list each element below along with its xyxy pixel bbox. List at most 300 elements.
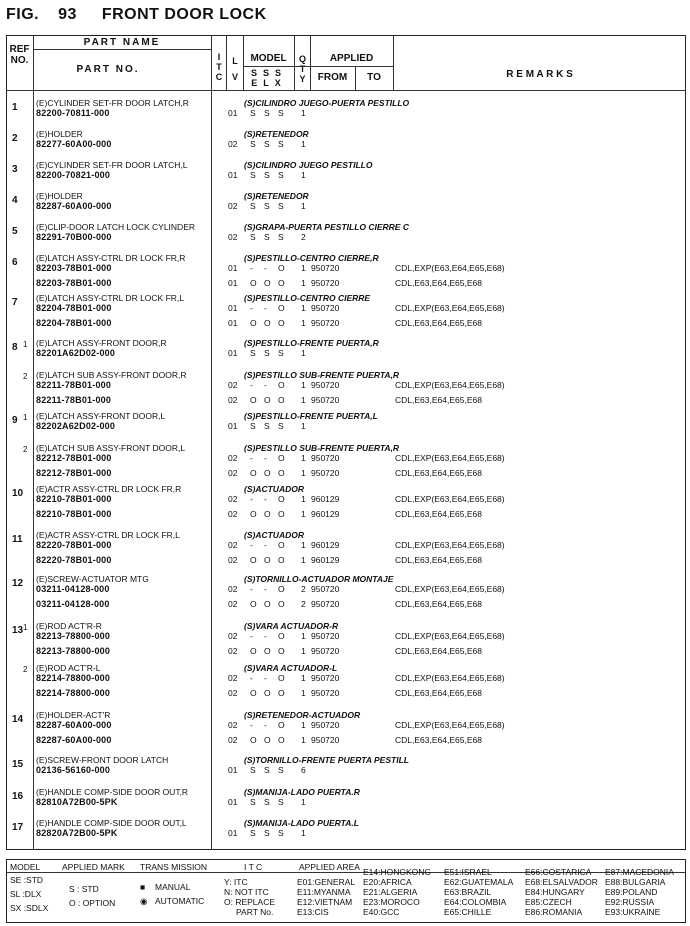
table-row	[6, 160, 686, 190]
model-sx: O	[278, 278, 285, 288]
remarks: CDL,EXP(E63,E64,E65,E68)	[395, 673, 505, 683]
applied-from: 950720	[311, 278, 340, 288]
applied-from: 950720	[311, 263, 340, 273]
applied-from: 960129	[311, 494, 340, 504]
legend-mark-option: O : OPTION	[69, 898, 116, 908]
part-number: 82203-78B01-000	[36, 278, 112, 288]
table-row	[6, 818, 686, 848]
part-name: (E)CLIP-DOOR LATCH LOCK CYLINDER	[36, 222, 196, 232]
part-name-spanish: (S)MANIJA-LADO PUERTA.R	[244, 787, 360, 797]
model-sl: -	[264, 631, 267, 641]
figure-label: FIG.	[6, 6, 40, 23]
applied-from: 950720	[311, 631, 340, 641]
model-sx: O	[278, 453, 285, 463]
model-sx: S	[278, 201, 284, 211]
quantity: 1	[301, 828, 306, 838]
part-name: (E)CYLINDER SET-FR DOOR LATCH,R	[36, 98, 189, 108]
level-value: 02	[228, 468, 238, 478]
legend-applied-mark-title: APPLIED MARK	[62, 862, 125, 872]
part-number: 82211-78B01-000	[36, 380, 112, 390]
col-ref-no: REF NO.	[9, 44, 30, 66]
model-se: O	[250, 735, 257, 745]
applied-from: 950720	[311, 395, 340, 405]
legend-itc-o: O: REPLACE	[224, 897, 276, 907]
legend-footer	[6, 859, 686, 923]
remarks: CDL,EXP(E63,E64,E65,E68)	[395, 303, 505, 313]
table-row	[6, 191, 686, 221]
table-row	[6, 621, 686, 656]
legend-area-item: E89:POLAND	[605, 887, 658, 897]
model-se: S	[250, 421, 256, 431]
legend-area-item: E21:ALGERIA	[363, 887, 418, 897]
quantity: 1	[301, 540, 306, 550]
model-se: -	[250, 494, 253, 504]
remarks: CDL,E63,E64,E65,E68	[395, 468, 482, 478]
part-number: 82204-78B01-000	[36, 303, 112, 313]
model-sl: -	[264, 453, 267, 463]
level-value: 01	[228, 797, 238, 807]
ref-number: 3	[12, 164, 18, 175]
ref-number: 5	[12, 226, 18, 237]
model-se: -	[250, 303, 253, 313]
model-sx: O	[278, 263, 285, 273]
part-number: 82220-78B01-000	[36, 540, 112, 550]
model-sl: O	[264, 599, 271, 609]
part-number: 82214-78800-000	[36, 688, 111, 698]
quantity: 1	[301, 278, 306, 288]
ref-number: 7	[12, 297, 18, 308]
legend-area-item: E93:UKRAINE	[605, 907, 661, 917]
model-sl: -	[264, 720, 267, 730]
part-name: (E)ACTR ASSY-CTRL DR LOCK FR,L	[36, 530, 180, 540]
remarks: CDL,EXP(E63,E64,E65,E68)	[395, 720, 505, 730]
quantity: 1	[301, 646, 306, 656]
part-name: (E)ROD ACT'R-L	[36, 663, 101, 673]
legend-trans-automatic: AUTOMATIC	[155, 896, 205, 906]
model-sx: O	[278, 303, 285, 313]
model-sl: S	[264, 828, 270, 838]
model-sl: O	[264, 509, 271, 519]
part-number: 82204-78B01-000	[36, 318, 112, 328]
level-value: 01	[228, 318, 238, 328]
model-se: S	[250, 797, 256, 807]
model-se: O	[250, 278, 257, 288]
quantity: 1	[301, 735, 306, 745]
quantity: 1	[301, 108, 306, 118]
level-value: 01	[228, 828, 238, 838]
part-name-spanish: (S)PESTILLO SUB-FRENTE PUERTA,R	[244, 370, 400, 380]
ref-sub-number: 1	[23, 623, 28, 632]
remarks: CDL,EXP(E63,E64,E65,E68)	[395, 631, 505, 641]
model-sx: S	[278, 797, 284, 807]
part-name-spanish: (S)GRAPA-PUERTA PESTILLO CIERRE C	[244, 222, 409, 232]
applied-from: 950720	[311, 468, 340, 478]
model-sl: -	[264, 380, 267, 390]
table-row	[6, 443, 686, 478]
legend-area-item: E40:GCC	[363, 907, 400, 917]
model-se: -	[250, 263, 253, 273]
model-sl: S	[264, 139, 270, 149]
level-value: 01	[228, 348, 238, 358]
ref-number: 4	[12, 195, 18, 206]
ref-number: 10	[12, 488, 24, 499]
legend-mark-std: S : STD	[69, 884, 99, 894]
remarks: CDL,EXP(E63,E64,E65,E68)	[395, 263, 505, 273]
level-value: 01	[228, 303, 238, 313]
part-name: (E)LATCH SUB ASSY-FRONT DOOR,L	[36, 443, 186, 453]
remarks: CDL,E63,E64,E65,E68	[395, 688, 482, 698]
part-name-spanish: (S)RETENEDOR-ACTUADOR	[244, 710, 361, 720]
part-name: (E)CYLINDER SET-FR DOOR LATCH,L	[36, 160, 188, 170]
legend-area-item: E64:COLOMBIA	[444, 897, 507, 907]
col-part-name: PART NAME	[83, 37, 161, 48]
part-name: (E)SCREW-ACTUATOR MTG	[36, 574, 149, 584]
model-sl: S	[264, 170, 270, 180]
model-sl: O	[264, 646, 271, 656]
part-name-spanish: (S)TORNILLO-ACTUADOR MONTAJE	[244, 574, 394, 584]
legend-area-item: E92:RUSSIA	[605, 897, 655, 907]
part-number: 03211-04128-000	[36, 584, 110, 594]
col-applied: APPLIED	[329, 53, 374, 64]
legend-area-item: E51:ISRAEL	[444, 867, 492, 877]
figure-number: 93	[58, 6, 77, 23]
legend-area-item: E65:CHILLE	[444, 907, 492, 917]
applied-from: 960129	[311, 509, 340, 519]
table-row	[6, 663, 686, 698]
model-se: O	[250, 688, 257, 698]
model-se: S	[250, 108, 256, 118]
ref-number: 12	[12, 578, 24, 589]
quantity: 1	[301, 688, 306, 698]
remarks: CDL,E63,E64,E65,E68	[395, 735, 482, 745]
applied-from: 950720	[311, 599, 340, 609]
table-row	[6, 411, 686, 441]
part-number: 82212-78B01-000	[36, 468, 112, 478]
model-sx: S	[278, 108, 284, 118]
quantity: 2	[301, 584, 306, 594]
model-sl: O	[264, 318, 271, 328]
legend-area-item: E84:HUNGARY	[525, 887, 585, 897]
legend-area-item: E01:GENERAL	[297, 877, 356, 887]
col-model-sub: SSS ELX	[250, 68, 288, 88]
level-value: 02	[228, 232, 238, 242]
model-sl: S	[264, 108, 270, 118]
model-sl: S	[264, 348, 270, 358]
legend-area-item: E11:MYANMA	[297, 887, 351, 897]
model-sl: -	[264, 494, 267, 504]
model-sx: O	[278, 631, 285, 641]
table-row	[6, 787, 686, 817]
model-sx: O	[278, 688, 285, 698]
model-sx: S	[278, 765, 284, 775]
part-name: (E)HANDLE COMP-SIDE DOOR OUT,L	[36, 818, 187, 828]
level-value: 01	[228, 263, 238, 273]
quantity: 1	[301, 170, 306, 180]
ref-number: 15	[12, 759, 24, 770]
applied-from: 960129	[311, 555, 340, 565]
applied-from: 950720	[311, 318, 340, 328]
part-number: 82810A72B00-5PK	[36, 797, 118, 807]
level-value: 02	[228, 735, 238, 745]
model-se: -	[250, 380, 253, 390]
legend-model-title: MODEL	[10, 862, 41, 872]
ref-number: 6	[12, 257, 18, 268]
ref-number: 2	[12, 133, 18, 144]
applied-from: 960129	[311, 540, 340, 550]
col-remarks: R E M A R K S	[506, 69, 573, 80]
col-to: TO	[367, 72, 381, 83]
part-name-spanish: (S)MANIJA-LADO PUERTA.L	[244, 818, 359, 828]
model-sl: O	[264, 688, 271, 698]
model-sl: -	[264, 584, 267, 594]
table-row	[6, 338, 686, 368]
legend-area-item: E68:ELSALVADOR	[525, 877, 598, 887]
legend-area-item: E87:MACEDONIA	[605, 867, 674, 877]
remarks: CDL,EXP(E63,E64,E65,E68)	[395, 380, 505, 390]
part-name-spanish: (S)CILINDRO JUEGO-PUERTA PESTILLO	[244, 98, 410, 108]
remarks: CDL,EXP(E63,E64,E65,E68)	[395, 494, 505, 504]
level-value: 02	[228, 139, 238, 149]
part-number: 82214-78800-000	[36, 673, 111, 683]
quantity: 1	[301, 555, 306, 565]
model-sx: S	[278, 421, 284, 431]
model-se: O	[250, 646, 257, 656]
model-sl: O	[264, 468, 271, 478]
level-value: 02	[228, 453, 238, 463]
part-number: 82213-78800-000	[36, 646, 111, 656]
ref-number: 11	[12, 534, 23, 545]
legend-model-se: SE :STD	[10, 875, 44, 885]
page-title: FRONT DOOR LOCK	[101, 6, 267, 23]
model-sl: S	[264, 201, 270, 211]
model-sx: S	[278, 348, 284, 358]
model-sl: O	[264, 395, 271, 405]
model-se: S	[250, 828, 256, 838]
quantity: 1	[301, 139, 306, 149]
applied-from: 950720	[311, 735, 340, 745]
legend-area-item: E13:CIS	[297, 907, 329, 917]
legend-trans-manual: MANUAL	[155, 882, 191, 892]
part-number: 03211-04128-000	[36, 599, 110, 609]
quantity: 1	[301, 303, 306, 313]
quantity: 2	[301, 232, 306, 242]
legend-area-item: E85:CZECH	[525, 897, 572, 907]
model-sx: O	[278, 380, 285, 390]
ref-sub-number: 1	[23, 413, 28, 422]
remarks: CDL,EXP(E63,E64,E65,E68)	[395, 453, 505, 463]
remarks: CDL,E63,E64,E65,E68	[395, 646, 482, 656]
col-lv: L V	[231, 56, 238, 82]
model-se: O	[250, 599, 257, 609]
header-line-model	[243, 66, 393, 67]
table-row	[6, 755, 686, 785]
part-name-spanish: (S)PESTILLO-CENTRO CIERRE,R	[244, 253, 379, 263]
part-number: 82203-78B01-000	[36, 263, 112, 273]
part-number: 82220-78B01-000	[36, 555, 112, 565]
table-row	[6, 98, 686, 128]
part-number: 82287-60A00-000	[36, 720, 112, 730]
remarks: CDL,E63,E64,E65,E68	[395, 599, 482, 609]
part-number: 82287-60A00-000	[36, 735, 112, 745]
quantity: 1	[301, 631, 306, 641]
level-value: 02	[228, 646, 238, 656]
manual-icon: ■	[140, 882, 146, 892]
model-sx: O	[278, 395, 285, 405]
part-number: 82201A62D02-000	[36, 348, 116, 358]
remarks: CDL,EXP(E63,E64,E65,E68)	[395, 540, 505, 550]
table-row	[6, 574, 686, 609]
legend-area-item: E88:BULGARIA	[605, 877, 666, 887]
part-name-spanish: (S)CILINDRO JUEGO PESTILLO	[244, 160, 373, 170]
part-name: (E)LATCH ASSY-FRONT DOOR,L	[36, 411, 166, 421]
quantity: 1	[301, 421, 306, 431]
remarks: CDL,E63,E64,E65,E68	[395, 395, 482, 405]
quantity: 1	[301, 720, 306, 730]
legend-itc-part: PART No.	[236, 907, 274, 917]
ref-sub-number: 2	[23, 665, 28, 674]
level-value: 01	[228, 765, 238, 775]
level-value: 01	[228, 170, 238, 180]
level-value: 02	[228, 395, 238, 405]
col-itc: I T C	[215, 52, 223, 82]
level-value: 02	[228, 584, 238, 594]
applied-from: 950720	[311, 673, 340, 683]
part-number: 82277-60A00-000	[36, 139, 112, 149]
model-sx: O	[278, 509, 285, 519]
table-row	[6, 710, 686, 745]
legend-model-sx: SX :SDLX	[10, 903, 49, 913]
part-number: 82200-70821-000	[36, 170, 111, 180]
table-row	[6, 370, 686, 405]
part-name: (E)HOLDER-ACT'R	[36, 710, 111, 720]
quantity: 1	[301, 201, 306, 211]
remarks: CDL,E63,E64,E65,E68	[395, 509, 482, 519]
part-name-spanish: (S)VARA ACTUADOR-L	[244, 663, 338, 673]
model-se: S	[250, 348, 256, 358]
model-sl: S	[264, 797, 270, 807]
applied-from: 950720	[311, 453, 340, 463]
model-sl: O	[264, 555, 271, 565]
ref-number: 16	[12, 791, 24, 802]
quantity: 1	[301, 468, 306, 478]
part-name: (E)LATCH ASSY-CTRL DR LOCK FR,R	[36, 253, 186, 263]
part-name-spanish: (S)TORNILLO-FRENTE PUERTA PESTILL	[244, 755, 409, 765]
ref-sub-number: 2	[23, 372, 28, 381]
model-sx: S	[278, 170, 284, 180]
part-name-spanish: (S)PESTILLO SUB-FRENTE PUERTA,R	[244, 443, 400, 453]
remarks: CDL,E63,E64,E65,E68	[395, 555, 482, 565]
part-name: (E)LATCH ASSY-FRONT DOOR,R	[36, 338, 167, 348]
part-name-spanish: (S)RETENEDOR	[244, 129, 309, 139]
legend-area-title: APPLIED AREA	[299, 862, 360, 872]
part-number: 82211-78B01-000	[36, 395, 112, 405]
model-sl: S	[264, 232, 270, 242]
part-name: (E)HOLDER	[36, 191, 83, 201]
model-sx: O	[278, 468, 285, 478]
ref-sub-number: 2	[23, 445, 28, 454]
model-sx: O	[278, 599, 285, 609]
quantity: 1	[301, 263, 306, 273]
quantity: 1	[301, 395, 306, 405]
part-number: 82210-78B01-000	[36, 494, 112, 504]
ref-number: 17	[12, 822, 24, 833]
legend-area-item: E66:COSTARICA	[525, 867, 592, 877]
part-number: 82200-70811-000	[36, 108, 110, 118]
ref-number: 9	[12, 415, 18, 426]
automatic-icon: ◉	[140, 896, 148, 906]
header-bottom-line	[6, 90, 686, 91]
part-name: (E)LATCH ASSY-CTRL DR LOCK FR,L	[36, 293, 184, 303]
ref-number: 1	[12, 102, 18, 113]
part-name-spanish: (S)PESTILLO-CENTRO CIERRE	[244, 293, 371, 303]
applied-from: 950720	[311, 380, 340, 390]
level-value: 01	[228, 278, 238, 288]
remarks: CDL,E63,E64,E65,E68	[395, 278, 482, 288]
model-se: S	[250, 201, 256, 211]
model-sl: O	[264, 735, 271, 745]
level-value: 02	[228, 555, 238, 565]
legend-itc-n: N: NOT ITC	[224, 887, 269, 897]
legend-area-item: E23:MOROCO	[363, 897, 420, 907]
divider-applied	[393, 35, 394, 90]
model-se: -	[250, 453, 253, 463]
quantity: 2	[301, 599, 306, 609]
table-row	[6, 293, 686, 328]
model-se: -	[250, 584, 253, 594]
table-row	[6, 253, 686, 288]
model-sl: O	[264, 278, 271, 288]
part-number: 82213-78800-000	[36, 631, 111, 641]
quantity: 6	[301, 765, 306, 775]
part-number: 82291-70B00-000	[36, 232, 112, 242]
level-value: 01	[228, 421, 238, 431]
legend-model-sl: SL :DLX	[10, 889, 42, 899]
level-value: 02	[228, 540, 238, 550]
quantity: 1	[301, 380, 306, 390]
part-name-spanish: (S)ACTUADOR	[244, 484, 304, 494]
model-se: -	[250, 720, 253, 730]
model-sx: S	[278, 232, 284, 242]
col-model: MODEL	[250, 53, 287, 64]
part-number: 02136-56160-000	[36, 765, 111, 775]
table-row	[6, 530, 686, 565]
model-sx: O	[278, 673, 285, 683]
legend-area-item: E12:VIETNAM	[297, 897, 353, 907]
level-value: 02	[228, 380, 238, 390]
model-se: S	[250, 765, 256, 775]
part-number: 82212-78B01-000	[36, 453, 112, 463]
model-sx: O	[278, 555, 285, 565]
model-sl: S	[264, 421, 270, 431]
ref-number: 14	[12, 714, 24, 725]
model-sl: -	[264, 673, 267, 683]
legend-area-item: E62:GUATEMALA	[444, 877, 514, 887]
legend-area-item: E63:BRAZIL	[444, 887, 492, 897]
legend-area-item: E86:ROMANIA	[525, 907, 583, 917]
part-number: 82210-78B01-000	[36, 509, 112, 519]
remarks: CDL,E63,E64,E65,E68	[395, 318, 482, 328]
col-part-no: PART NO.	[76, 64, 140, 75]
ref-sub-number: 1	[23, 340, 28, 349]
model-sl: -	[264, 540, 267, 550]
part-number: 82820A72B00-5PK	[36, 828, 118, 838]
level-value: 02	[228, 494, 238, 504]
table-row	[6, 222, 686, 252]
part-name-spanish: (S)RETENEDOR	[244, 191, 309, 201]
figure-title	[6, 6, 267, 24]
model-sx: O	[278, 646, 285, 656]
level-value: 02	[228, 509, 238, 519]
